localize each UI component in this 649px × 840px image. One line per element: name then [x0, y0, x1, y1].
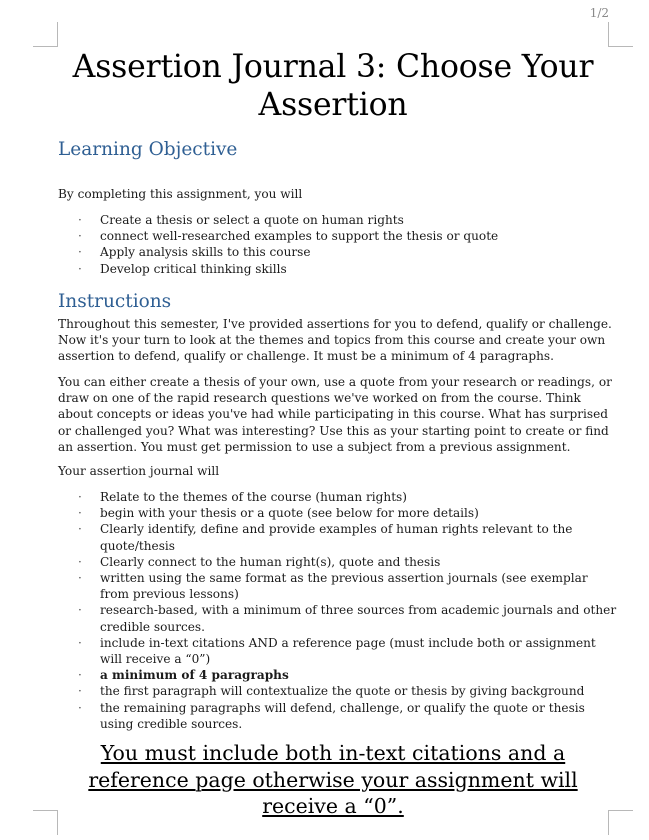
page-number: 1/2: [589, 6, 609, 20]
instructions-heading: Instructions: [58, 291, 172, 312]
list-item: · written using the same format as the previous assertion journals (see exemplar from previous lessons): [78, 571, 588, 602]
bullet-icon: ·: [78, 603, 82, 618]
bullet-icon: ·: [78, 229, 82, 244]
bullet-icon: ·: [78, 684, 82, 699]
bullet-icon: ·: [78, 700, 82, 715]
list-item: · Develop critical thinking skills: [78, 261, 287, 276]
list-item: · the first paragraph will contextualize the quote or thesis by giving background: [78, 684, 585, 699]
learning-objective-heading: Learning Objective: [58, 139, 238, 160]
journal-intro: Your assertion journal will: [58, 464, 220, 478]
bullet-icon: ·: [78, 490, 82, 504]
bullet-icon: ·: [78, 554, 82, 569]
list-item: · the remaining paragraphs will defend, challenge, or qualify the quote or thesis using credible sources.: [78, 700, 585, 731]
list-item: · connect well-researched examples to support the thesis or quote: [78, 229, 499, 244]
instructions-paragraph-1: Throughout this semester, I've provided assertions for you to defend, qualify or challenge. Now it's your turn to look at the themes and topics from this course and create your own assertion to defend, qualify or challenge. It must be a minimum of 4 paragraphs.: [58, 317, 612, 364]
list-item: · Clearly connect to the human right(s), quote and thesis: [78, 554, 441, 569]
learning-objective-list: [58, 212, 618, 277]
list-item: · Clearly identify, define and provide examples of human rights relevant to the quote/thesis: [78, 522, 573, 553]
bullet-icon: ·: [78, 506, 82, 521]
bullet-icon: ·: [78, 261, 82, 276]
crop-mark-bottom-left: [33, 810, 58, 835]
bullet-icon: ·: [78, 635, 82, 650]
instructions-paragraph-2: You can either create a thesis of your own, use a quote from your research or readings, or draw on one of the rapid research questions we've worked on from the course. Think about concepts or ideas you've had while participating in this course. What has surprised or challenged you? What was interesting? Use this as your starting point to create or find an assertion. You must get permission to use a subject from a previous assignment.: [58, 375, 612, 454]
crop-mark-top-left: [33, 22, 58, 47]
learning-objective-intro: By completing this assignment, you will: [58, 187, 303, 201]
list-item: · research-based, with a minimum of three sources from academic journals and other credible sources.: [78, 603, 617, 634]
list-item: · Create a thesis or select a quote on human rights: [78, 213, 404, 227]
journal-requirements-list: [58, 489, 618, 732]
crop-mark-bottom-right: [608, 810, 633, 835]
list-item: · Relate to the themes of the course (human rights): [78, 490, 407, 504]
list-item: · Apply analysis skills to this course: [78, 245, 311, 260]
bullet-icon: ·: [78, 668, 82, 683]
bullet-icon: ·: [78, 245, 82, 260]
document-title: Assertion Journal 3: Choose Your Assertion: [72, 49, 594, 123]
bullet-icon: ·: [78, 213, 82, 227]
final-warning: You must include both in-text citations and a reference page otherwise your assignment will receive a “0”.: [88, 741, 578, 818]
list-item: · begin with your thesis or a quote (see below for more details): [78, 506, 479, 521]
bullet-icon: ·: [78, 522, 82, 537]
crop-mark-top-right: [608, 22, 633, 47]
bullet-icon: ·: [78, 571, 82, 586]
list-item: · a minimum of 4 paragraphs: [78, 668, 289, 683]
list-item: · include in-text citations AND a reference page (must include both or assignment will receive a “0”): [78, 635, 596, 667]
